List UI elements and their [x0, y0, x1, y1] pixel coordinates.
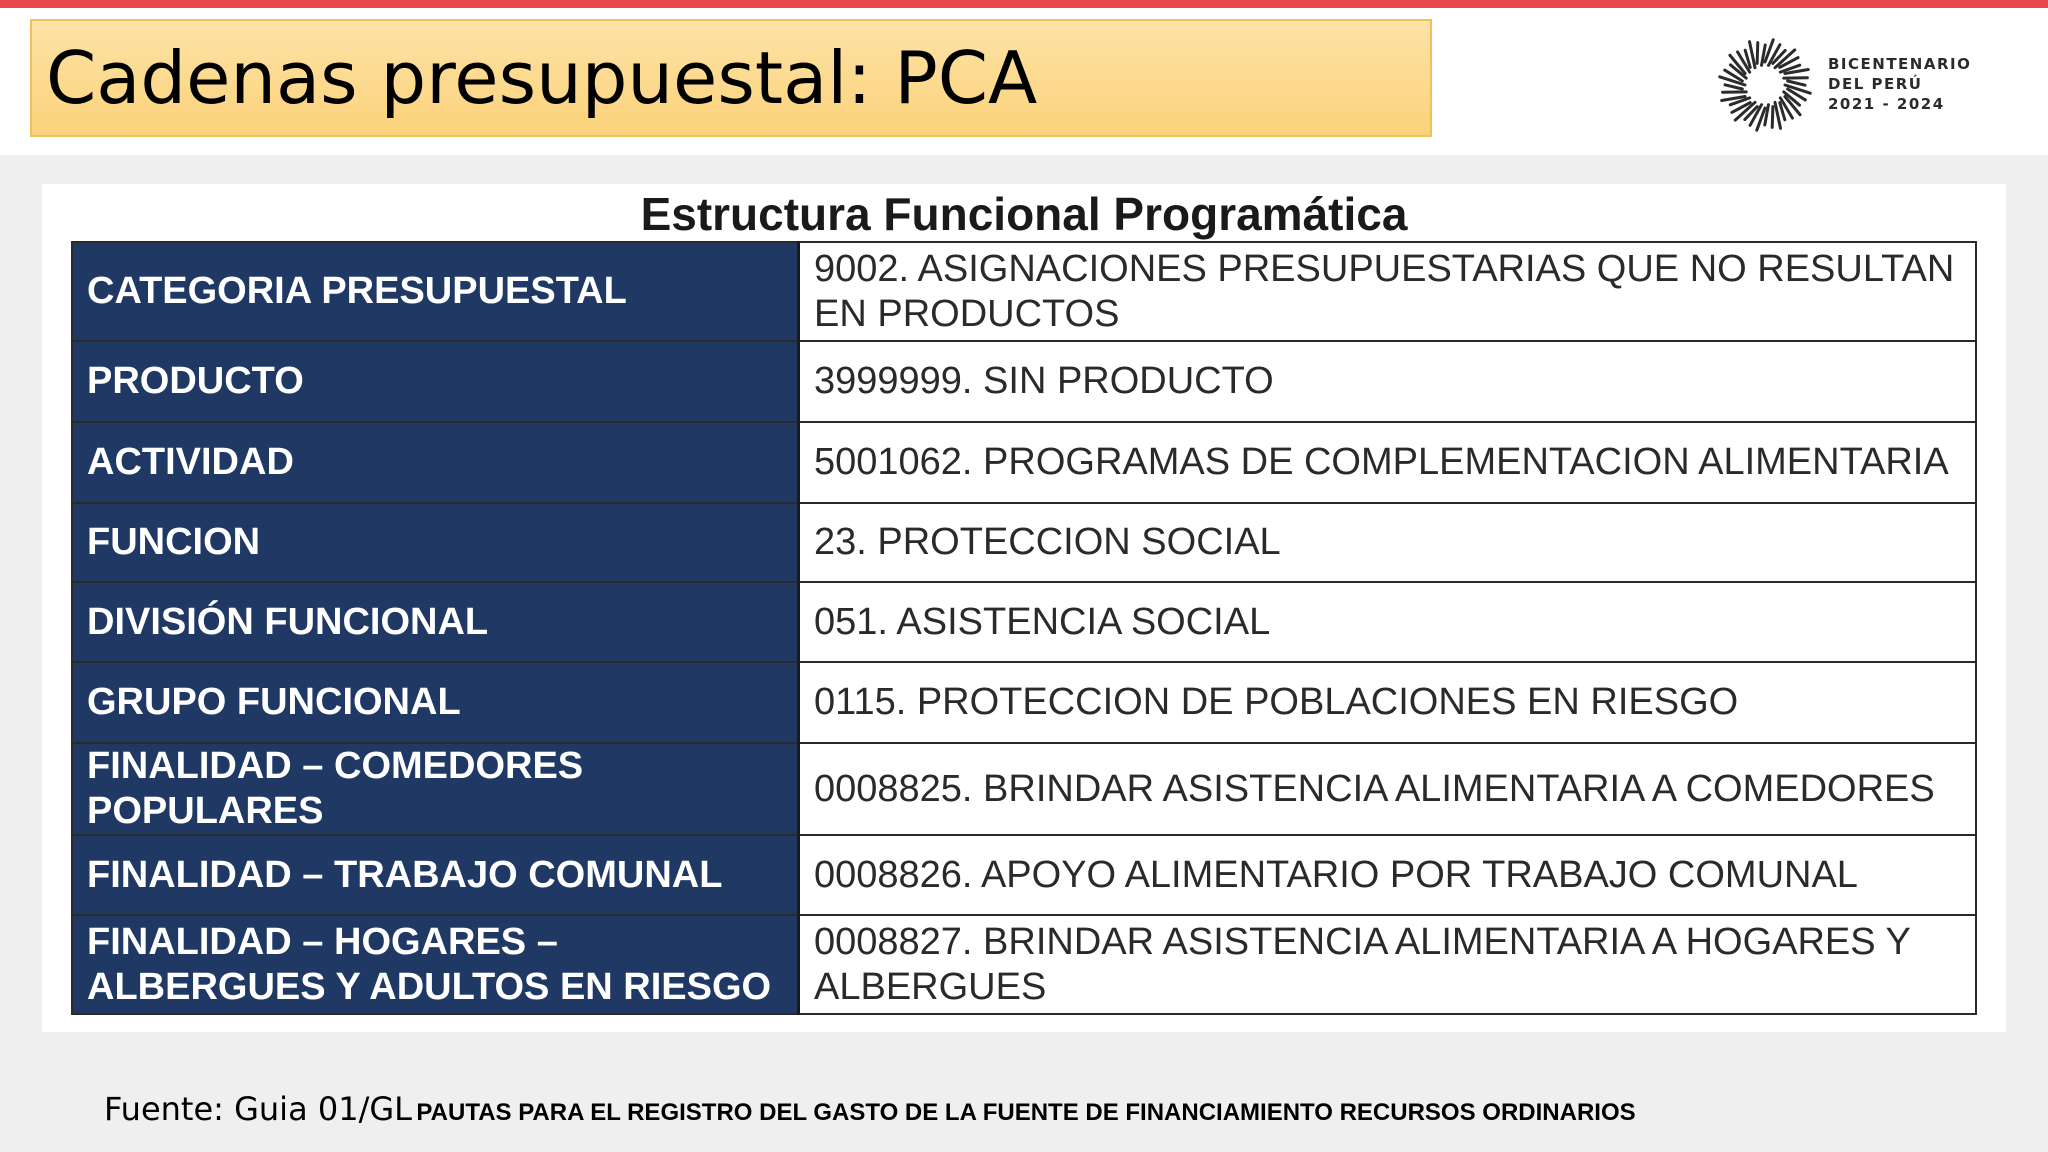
table-row: [72, 835, 1976, 915]
row-value: 0008827. BRINDAR ASISTENCIA ALIMENTARIA A HOGARES Y ALBERGUES: [799, 915, 1977, 1014]
row-label: FINALIDAD – HOGARES – ALBERGUES Y ADULTOS EN RIESGO: [72, 915, 799, 1014]
row-value: 0008825. BRINDAR ASISTENCIA ALIMENTARIA A COMEDORES: [799, 743, 1977, 835]
structure-table: [71, 241, 1977, 1015]
content-card: [42, 184, 2006, 1032]
sunburst-ray: [1788, 81, 1805, 85]
slide-title: Cadenas presupuestal: PCA: [46, 36, 1038, 120]
table-title: Estructura Funcional Programática: [640, 188, 1408, 240]
table-row: [72, 503, 1976, 582]
row-value: 9002. ASIGNACIONES PRESUPUESTARIAS QUE NO RESULTAN EN PRODUCTOS: [799, 242, 1977, 341]
slide-header: [0, 0, 2048, 155]
logo-line-3: 2021 - 2024: [1828, 95, 1945, 113]
table-row: [72, 915, 1976, 1014]
row-value: 051. ASISTENCIA SOCIAL: [799, 582, 1977, 662]
row-value: 0008826. APOYO ALIMENTARIO POR TRABAJO COMUNAL: [799, 835, 1977, 915]
logo-line-1: BICENTENARIO: [1828, 55, 1972, 73]
row-label: ACTIVIDAD: [72, 422, 799, 503]
row-label: GRUPO FUNCIONAL: [72, 662, 799, 743]
row-label: PRODUCTO: [72, 341, 799, 422]
source-label: Fuente: Guia 01/GL: [104, 1090, 412, 1128]
table-row: [72, 242, 1976, 341]
table-row: [72, 743, 1976, 835]
row-label: FINALIDAD – COMEDORES POPULARES: [72, 743, 799, 835]
row-value: 0115. PROTECCION DE POBLACIONES EN RIESGO: [799, 662, 1977, 743]
bicentenario-logo: [1710, 30, 1980, 140]
row-label: CATEGORIA PRESUPUESTAL: [72, 242, 799, 341]
table-row: [72, 662, 1976, 743]
sunburst-icon: [1710, 30, 1820, 140]
title-box: [30, 19, 1432, 137]
row-value: 23. PROTECCION SOCIAL: [799, 503, 1977, 582]
source-reference: PAUTAS PARA EL REGISTRO DEL GASTO DE LA FUENTE DE FINANCIAMIENTO RECURSOS ORDINARIOS: [416, 1099, 1636, 1126]
table-row: [72, 422, 1976, 503]
sunburst-ray: [1725, 85, 1742, 89]
row-label: FUNCION: [72, 503, 799, 582]
row-value: 5001062. PROGRAMAS DE COMPLEMENTACION ALIMENTARIA: [799, 422, 1977, 503]
top-accent-stripe: [0, 0, 2048, 8]
table-row: [72, 582, 1976, 662]
sunburst-ray: [1757, 43, 1758, 64]
logo-text: [1828, 54, 1971, 114]
row-label: FINALIDAD – TRABAJO COMUNAL: [72, 835, 799, 915]
sunburst-ray: [1772, 107, 1773, 128]
table-row: [72, 341, 1976, 422]
row-value: 3999999. SIN PRODUCTO: [799, 341, 1977, 422]
logo-line-2: DEL PERÚ: [1828, 75, 1923, 93]
footer-source: [104, 1090, 1636, 1128]
row-label: DIVISIÓN FUNCIONAL: [72, 582, 799, 662]
